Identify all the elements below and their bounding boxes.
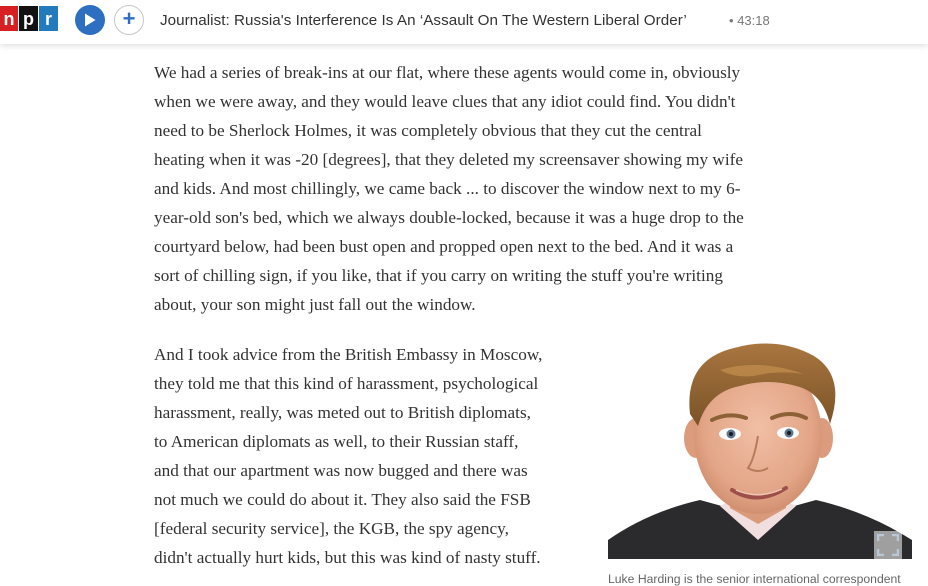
paragraph-line: And I took advice from the British Embassy in Moscow, [154, 345, 543, 364]
expand-icon[interactable] [874, 531, 902, 559]
episode-duration: 43:18 [737, 13, 770, 28]
paragraph-line: didn't actually hurt kids, but this was kind of nasty stuff. [154, 548, 541, 567]
paragraph-line: [federal security service], the KGB, the spy agency, [154, 519, 509, 538]
article-paragraph-2 [154, 340, 584, 572]
add-to-playlist-button[interactable] [114, 5, 144, 35]
paragraph-line: about, your son might just fall out the window. [154, 295, 476, 314]
npr-logo-p: p [19, 6, 38, 31]
paragraph-line: need to be Sherlock Holmes, it was completely obvious that they cut the central [154, 121, 702, 140]
paragraph-line: when we were away, and they would leave clues that any idiot could find. You didn't [154, 92, 736, 111]
paragraph-line: and that our apartment was now bugged and there was [154, 461, 528, 480]
npr-logo-n: n [0, 6, 18, 31]
photo-caption: Luke Harding is the senior international correspondent [608, 572, 901, 586]
npr-logo-r: r [39, 6, 58, 31]
audio-player-bar [0, 0, 928, 44]
paragraph-line: harassment, really, was meted out to British diplomats, [154, 403, 531, 422]
paragraph-line: heating when it was -20 [degrees], that they deleted my screensaver showing my wife [154, 150, 743, 169]
play-icon [84, 13, 96, 27]
portrait-image [608, 340, 912, 559]
paragraph-line: to American diplomats as well, to their Russian staff, [154, 432, 519, 451]
article-paragraph-1 [154, 58, 794, 319]
paragraph-line: We had a series of break-ins at our flat, where these agents would come in, obviously [154, 63, 741, 82]
episode-title[interactable]: Journalist: Russia's Interference Is An ‘Assault On The Western Liberal Order’ [160, 12, 687, 29]
paragraph-line: and kids. And most chillingly, we came back ... to discover the window next to my 6- [154, 179, 741, 198]
plus-icon: + [122, 6, 136, 31]
play-button[interactable] [75, 5, 105, 35]
article-photo[interactable] [608, 340, 912, 559]
episode-duration-meta [729, 13, 770, 28]
paragraph-line: not much we could do about it. They also said the FSB [154, 490, 531, 509]
npr-logo[interactable] [0, 6, 59, 31]
duration-separator: • [729, 13, 734, 28]
paragraph-line: courtyard below, had been bust open and propped open next to the bed. And it was a [154, 237, 734, 256]
paragraph-line: they told me that this kind of harassment, psychological [154, 374, 539, 393]
paragraph-line: sort of chilling sign, if you like, that if you carry on writing the stuff you're writing [154, 266, 723, 285]
paragraph-line: year-old son's bed, which we always double-locked, because it was a huge drop to the [154, 208, 744, 227]
